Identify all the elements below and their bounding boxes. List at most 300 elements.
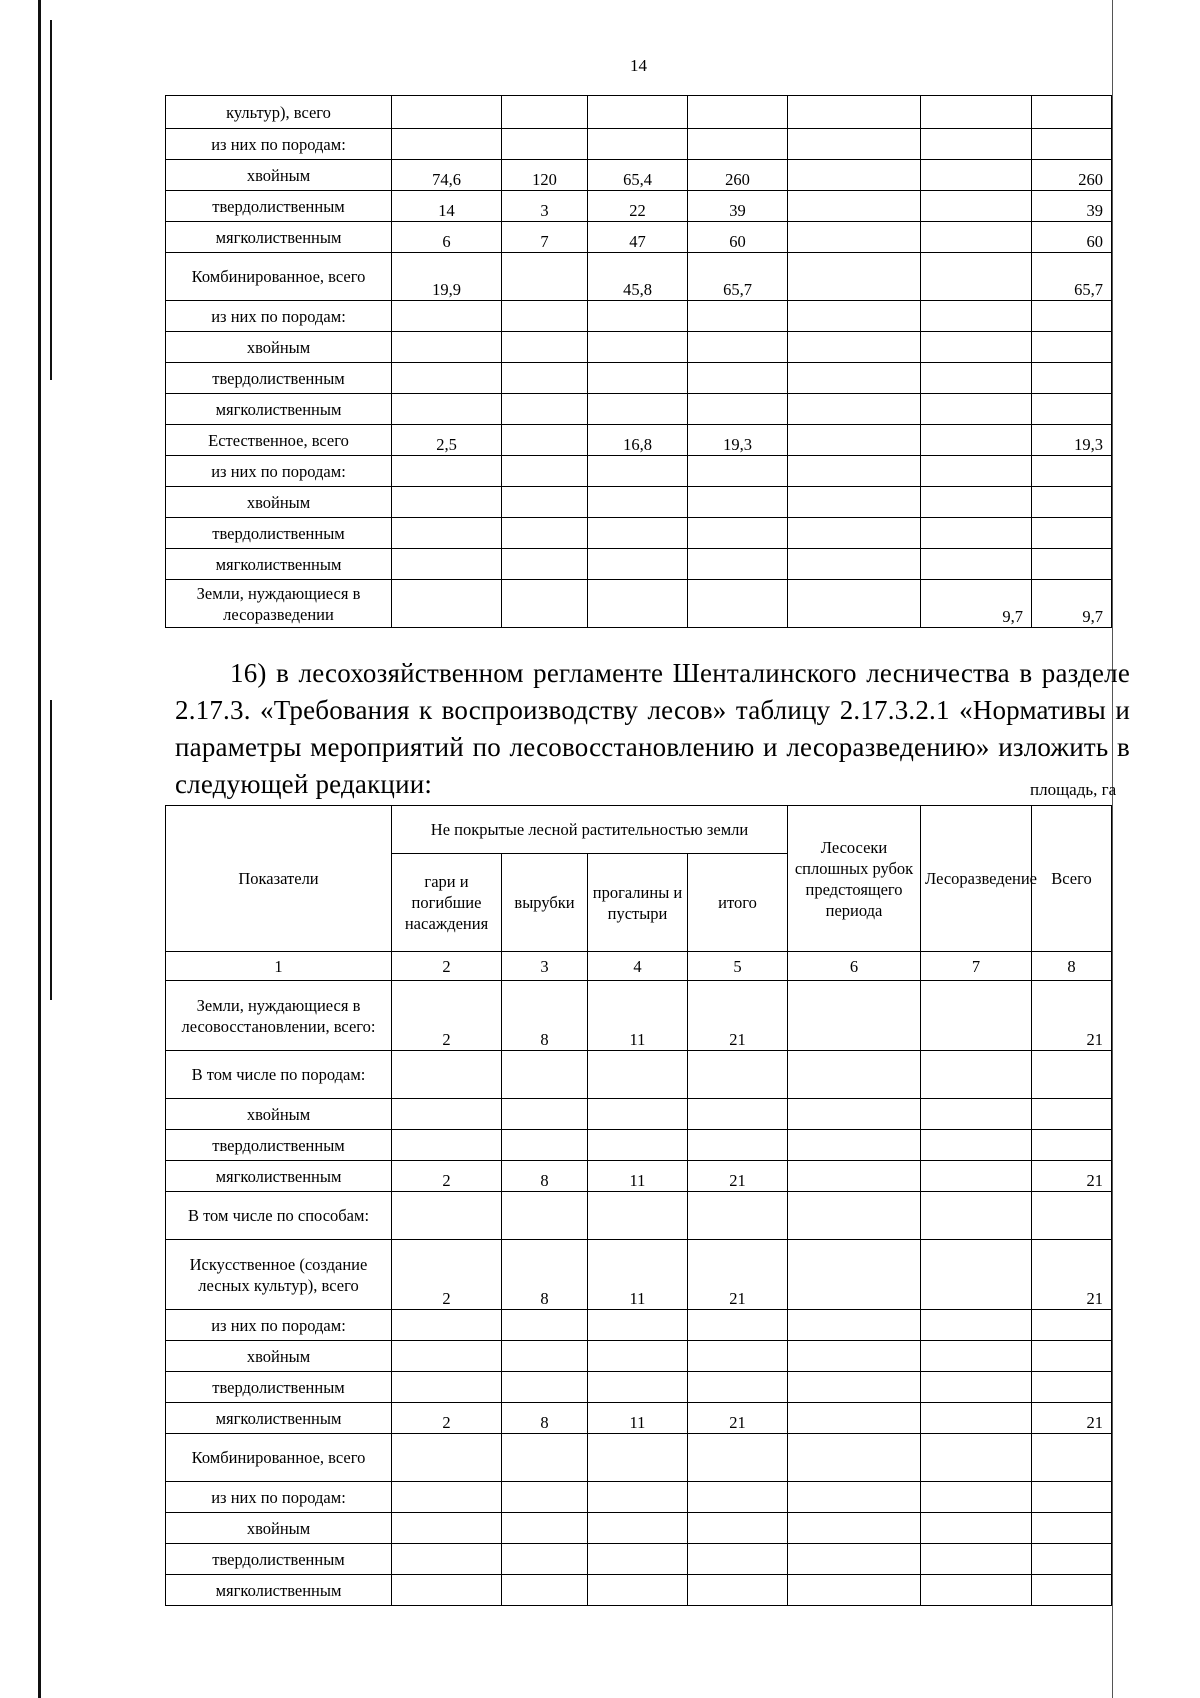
cell <box>1032 96 1112 129</box>
cell: 21 <box>1032 1403 1112 1434</box>
table-row <box>166 549 1112 580</box>
cell <box>502 1130 588 1161</box>
row-label: мягколиственным <box>166 394 392 425</box>
cell <box>588 394 688 425</box>
row-label: В том числе по способам: <box>166 1192 392 1240</box>
cell <box>788 1544 921 1575</box>
cell <box>921 1341 1032 1372</box>
body-paragraph: 16) в лесохозяйственном регламенте Шенталинского лесничества в разделе 2.17.3. «Требования к воспроизводству лесов» таблицу 2.17.3.2.1 «Нормативы и параметры мероприятий по лесовосстановлению и лесоразведению» изложить в следующей редакции: <box>175 658 1130 799</box>
cell <box>688 1310 788 1341</box>
cell <box>502 1372 588 1403</box>
cell <box>502 253 588 301</box>
cell <box>921 518 1032 549</box>
cell <box>921 129 1032 160</box>
cell: 19,3 <box>1032 425 1112 456</box>
header-burned: гари и погибшие насаждения <box>392 854 502 952</box>
table-row <box>166 425 1112 456</box>
cell: 2 <box>392 1403 502 1434</box>
cell <box>1032 1482 1112 1513</box>
cell: 16,8 <box>588 425 688 456</box>
cell <box>502 96 588 129</box>
cell <box>788 332 921 363</box>
row-label: из них по породам: <box>166 301 392 332</box>
cell <box>588 1482 688 1513</box>
table-row <box>166 1341 1112 1372</box>
cell <box>392 1482 502 1513</box>
cell <box>921 253 1032 301</box>
cell: 21 <box>688 1403 788 1434</box>
cell <box>788 456 921 487</box>
cell: 260 <box>1032 160 1112 191</box>
cell: 11 <box>588 1403 688 1434</box>
cell <box>688 549 788 580</box>
cell <box>502 1482 588 1513</box>
cell: 22 <box>588 191 688 222</box>
cell <box>1032 363 1112 394</box>
cell <box>921 1482 1032 1513</box>
table-row <box>166 253 1112 301</box>
cell <box>788 487 921 518</box>
cell <box>688 1544 788 1575</box>
cell <box>588 1192 688 1240</box>
row-label: хвойным <box>166 1513 392 1544</box>
row-label: хвойным <box>166 160 392 191</box>
cell <box>502 487 588 518</box>
cell <box>588 1434 688 1482</box>
cell <box>1032 332 1112 363</box>
cell: 2 <box>392 1161 502 1192</box>
cell <box>392 1192 502 1240</box>
cell <box>688 487 788 518</box>
table-row <box>166 1372 1112 1403</box>
cell: 65,7 <box>688 253 788 301</box>
table-row <box>166 1434 1112 1482</box>
cell <box>588 1099 688 1130</box>
row-label: из них по породам: <box>166 456 392 487</box>
cell <box>502 425 588 456</box>
cell <box>392 363 502 394</box>
cell <box>588 1372 688 1403</box>
cell <box>788 1192 921 1240</box>
cell <box>1032 456 1112 487</box>
cell <box>921 425 1032 456</box>
header-cutting-areas: Лесосеки сплошных рубок предстоящего периода <box>788 806 921 952</box>
scan-edge-line <box>50 700 52 1000</box>
cell <box>1032 1341 1112 1372</box>
cell <box>788 394 921 425</box>
page-number: 14 <box>630 56 647 75</box>
row-label: твердолиственным <box>166 191 392 222</box>
cell <box>921 1372 1032 1403</box>
cell <box>921 1403 1032 1434</box>
cell <box>788 1341 921 1372</box>
cell: 74,6 <box>392 160 502 191</box>
cell <box>788 518 921 549</box>
header-total: Всего <box>1032 806 1112 952</box>
cell <box>502 394 588 425</box>
column-number-row <box>166 952 1112 981</box>
cell <box>921 456 1032 487</box>
scan-edge-line <box>1112 0 1113 1698</box>
cell <box>921 1130 1032 1161</box>
cell <box>788 1240 921 1310</box>
cell <box>921 1192 1032 1240</box>
cell <box>788 1051 921 1099</box>
cell: 9,7 <box>921 580 1032 628</box>
cell: 39 <box>1032 191 1112 222</box>
cell <box>688 1372 788 1403</box>
cell <box>588 301 688 332</box>
cell <box>788 580 921 628</box>
row-label: из них по породам: <box>166 1310 392 1341</box>
cell <box>588 487 688 518</box>
table-row <box>166 160 1112 191</box>
row-label: хвойным <box>166 1099 392 1130</box>
cell <box>788 363 921 394</box>
row-label: Земли, нуждающиеся в лесоразведении <box>166 580 392 628</box>
cell <box>688 332 788 363</box>
cell <box>921 1513 1032 1544</box>
cell <box>392 1434 502 1482</box>
cell: 11 <box>588 1240 688 1310</box>
row-label: мягколиственным <box>166 1575 392 1606</box>
cell: 8 <box>502 1161 588 1192</box>
table-row <box>166 129 1112 160</box>
cell <box>1032 1434 1112 1482</box>
cell <box>588 1544 688 1575</box>
cell: 11 <box>588 1161 688 1192</box>
cell: 60 <box>1032 222 1112 253</box>
cell: 47 <box>588 222 688 253</box>
scan-edge-line <box>38 0 41 1698</box>
cell <box>502 363 588 394</box>
cell: 9,7 <box>1032 580 1112 628</box>
cell <box>788 222 921 253</box>
cell <box>588 1575 688 1606</box>
cell <box>921 363 1032 394</box>
cell <box>921 1310 1032 1341</box>
cell <box>392 1544 502 1575</box>
cell <box>588 1513 688 1544</box>
table-row <box>166 1403 1112 1434</box>
cell <box>688 1130 788 1161</box>
row-label: мягколиственным <box>166 1161 392 1192</box>
cell: 65,4 <box>588 160 688 191</box>
cell <box>688 456 788 487</box>
column-number: 3 <box>502 952 588 981</box>
row-label: твердолиственным <box>166 1544 392 1575</box>
cell <box>502 1341 588 1372</box>
cell <box>788 301 921 332</box>
cell <box>921 1434 1032 1482</box>
cell <box>921 1240 1032 1310</box>
table-row <box>166 580 1112 628</box>
cell <box>502 1513 588 1544</box>
table-row <box>166 1192 1112 1240</box>
cell: 45,8 <box>588 253 688 301</box>
row-label: В том числе по породам: <box>166 1051 392 1099</box>
table-row <box>166 96 1112 129</box>
cell: 14 <box>392 191 502 222</box>
cell <box>688 96 788 129</box>
cell: 8 <box>502 1240 588 1310</box>
cell <box>921 222 1032 253</box>
cell: 6 <box>392 222 502 253</box>
row-label: твердолиственным <box>166 1372 392 1403</box>
cell <box>1032 1544 1112 1575</box>
cell <box>921 1544 1032 1575</box>
cell: 21 <box>688 1161 788 1192</box>
cell <box>688 1192 788 1240</box>
row-label: хвойным <box>166 1341 392 1372</box>
cell <box>921 1161 1032 1192</box>
cell <box>921 96 1032 129</box>
cell: 7 <box>502 222 588 253</box>
cell <box>502 1051 588 1099</box>
column-number: 4 <box>588 952 688 981</box>
cell <box>588 363 688 394</box>
cell <box>788 981 921 1051</box>
row-label: хвойным <box>166 487 392 518</box>
cell <box>688 1513 788 1544</box>
cell <box>392 301 502 332</box>
table-row <box>166 1482 1112 1513</box>
cell <box>788 1403 921 1434</box>
cell: 21 <box>1032 1240 1112 1310</box>
cell <box>588 549 688 580</box>
cell <box>788 1310 921 1341</box>
table-reforestation-norms <box>165 805 1112 1606</box>
cell <box>588 332 688 363</box>
cell <box>502 1544 588 1575</box>
cell <box>788 549 921 580</box>
cell <box>392 394 502 425</box>
cell <box>921 1575 1032 1606</box>
cell <box>1032 1051 1112 1099</box>
cell: 120 <box>502 160 588 191</box>
cell <box>921 487 1032 518</box>
cell: 21 <box>688 981 788 1051</box>
row-label: твердолиственным <box>166 363 392 394</box>
cell: 65,7 <box>1032 253 1112 301</box>
row-label: из них по породам: <box>166 1482 392 1513</box>
header-subtotal: итого <box>688 854 788 952</box>
cell <box>921 191 1032 222</box>
cell <box>788 1099 921 1130</box>
table-row <box>166 394 1112 425</box>
table-row <box>166 363 1112 394</box>
cell: 21 <box>1032 1161 1112 1192</box>
cell <box>788 129 921 160</box>
table-row <box>166 1099 1112 1130</box>
cell <box>1032 1130 1112 1161</box>
cell <box>502 332 588 363</box>
cell <box>392 549 502 580</box>
cell <box>1032 1575 1112 1606</box>
cell <box>788 1434 921 1482</box>
header-not-covered-group: Не покрытые лесной растительностью земли <box>392 806 788 854</box>
cell <box>1032 1310 1112 1341</box>
cell <box>392 129 502 160</box>
row-label: мягколиственным <box>166 549 392 580</box>
table-row <box>166 1575 1112 1606</box>
cell <box>502 129 588 160</box>
row-label: из них по породам: <box>166 129 392 160</box>
cell <box>392 518 502 549</box>
row-label: мягколиственным <box>166 1403 392 1434</box>
cell <box>788 96 921 129</box>
row-label: твердолиственным <box>166 1130 392 1161</box>
cell <box>688 1575 788 1606</box>
units-label: площадь, га <box>1030 780 1117 799</box>
cell: 19,9 <box>392 253 502 301</box>
cell <box>1032 129 1112 160</box>
cell <box>921 301 1032 332</box>
cell <box>392 1513 502 1544</box>
cell <box>392 1099 502 1130</box>
row-label: хвойным <box>166 332 392 363</box>
row-label: Искусственное (создание лесных культур), всего <box>166 1240 392 1310</box>
cell <box>1032 394 1112 425</box>
header-row <box>166 806 1112 854</box>
cell <box>788 1372 921 1403</box>
column-number: 1 <box>166 952 392 981</box>
cell <box>588 456 688 487</box>
row-label: мягколиственным <box>166 222 392 253</box>
column-number: 6 <box>788 952 921 981</box>
cell: 60 <box>688 222 788 253</box>
cell: 260 <box>688 160 788 191</box>
table-row <box>166 1161 1112 1192</box>
cell <box>392 1372 502 1403</box>
table-row <box>166 222 1112 253</box>
cell <box>1032 301 1112 332</box>
table-row <box>166 1513 1112 1544</box>
cell: 2,5 <box>392 425 502 456</box>
table-row <box>166 981 1112 1051</box>
column-number: 7 <box>921 952 1032 981</box>
table-row <box>166 518 1112 549</box>
cell: 8 <box>502 1403 588 1434</box>
cell <box>688 518 788 549</box>
cell: 39 <box>688 191 788 222</box>
cell <box>1032 1099 1112 1130</box>
cell <box>392 456 502 487</box>
cell <box>392 332 502 363</box>
table-row <box>166 191 1112 222</box>
cell: 8 <box>502 981 588 1051</box>
column-number: 8 <box>1032 952 1112 981</box>
cell <box>921 394 1032 425</box>
cell <box>1032 518 1112 549</box>
cell <box>1032 487 1112 518</box>
scan-edge-line <box>50 20 52 380</box>
cell <box>688 363 788 394</box>
row-label: культур), всего <box>166 96 392 129</box>
cell <box>788 191 921 222</box>
cell <box>688 129 788 160</box>
cell: 19,3 <box>688 425 788 456</box>
cell <box>392 1575 502 1606</box>
cell <box>392 96 502 129</box>
cell <box>502 580 588 628</box>
table-row <box>166 1130 1112 1161</box>
cell <box>921 549 1032 580</box>
cell <box>921 160 1032 191</box>
table-row <box>166 487 1112 518</box>
cell <box>502 1192 588 1240</box>
cell <box>788 1513 921 1544</box>
cell <box>921 1051 1032 1099</box>
cell <box>588 1310 688 1341</box>
cell <box>502 301 588 332</box>
cell <box>1032 1513 1112 1544</box>
cell: 2 <box>392 981 502 1051</box>
cell: 21 <box>688 1240 788 1310</box>
table-row <box>166 1544 1112 1575</box>
cell <box>1032 549 1112 580</box>
row-label: Комбинированное, всего <box>166 1434 392 1482</box>
cell <box>588 580 688 628</box>
cell <box>788 1130 921 1161</box>
cell <box>502 549 588 580</box>
cell <box>588 1051 688 1099</box>
header-clearings: вырубки <box>502 854 588 952</box>
cell: 2 <box>392 1240 502 1310</box>
cell <box>1032 1192 1112 1240</box>
row-label: твердолиственным <box>166 518 392 549</box>
cell <box>392 1341 502 1372</box>
table-row <box>166 332 1112 363</box>
cell <box>688 1099 788 1130</box>
cell: 3 <box>502 191 588 222</box>
cell: 21 <box>1032 981 1112 1051</box>
cell <box>392 1051 502 1099</box>
cell <box>688 1482 788 1513</box>
cell <box>688 394 788 425</box>
header-afforestation: Лесоразведение <box>921 806 1032 952</box>
table-continuation <box>165 95 1112 628</box>
column-number: 5 <box>688 952 788 981</box>
cell <box>588 129 688 160</box>
cell <box>502 1310 588 1341</box>
cell <box>1032 1372 1112 1403</box>
cell <box>588 96 688 129</box>
cell <box>688 580 788 628</box>
header-glades: прогалины и пустыри <box>588 854 688 952</box>
header-indicators: Показатели <box>166 806 392 952</box>
table-row <box>166 1240 1112 1310</box>
row-label: Естественное, всего <box>166 425 392 456</box>
cell <box>588 1341 688 1372</box>
cell: 11 <box>588 981 688 1051</box>
cell <box>688 1341 788 1372</box>
cell <box>788 1575 921 1606</box>
cell <box>788 1482 921 1513</box>
cell <box>688 1434 788 1482</box>
cell <box>788 253 921 301</box>
cell <box>921 332 1032 363</box>
row-label: Земли, нуждающиеся в лесовосстановлении, всего: <box>166 981 392 1051</box>
cell <box>688 1051 788 1099</box>
table-row <box>166 1051 1112 1099</box>
cell <box>502 456 588 487</box>
row-label: Комбинированное, всего <box>166 253 392 301</box>
table-row <box>166 456 1112 487</box>
cell <box>392 1310 502 1341</box>
cell <box>502 1575 588 1606</box>
cell <box>588 1130 688 1161</box>
